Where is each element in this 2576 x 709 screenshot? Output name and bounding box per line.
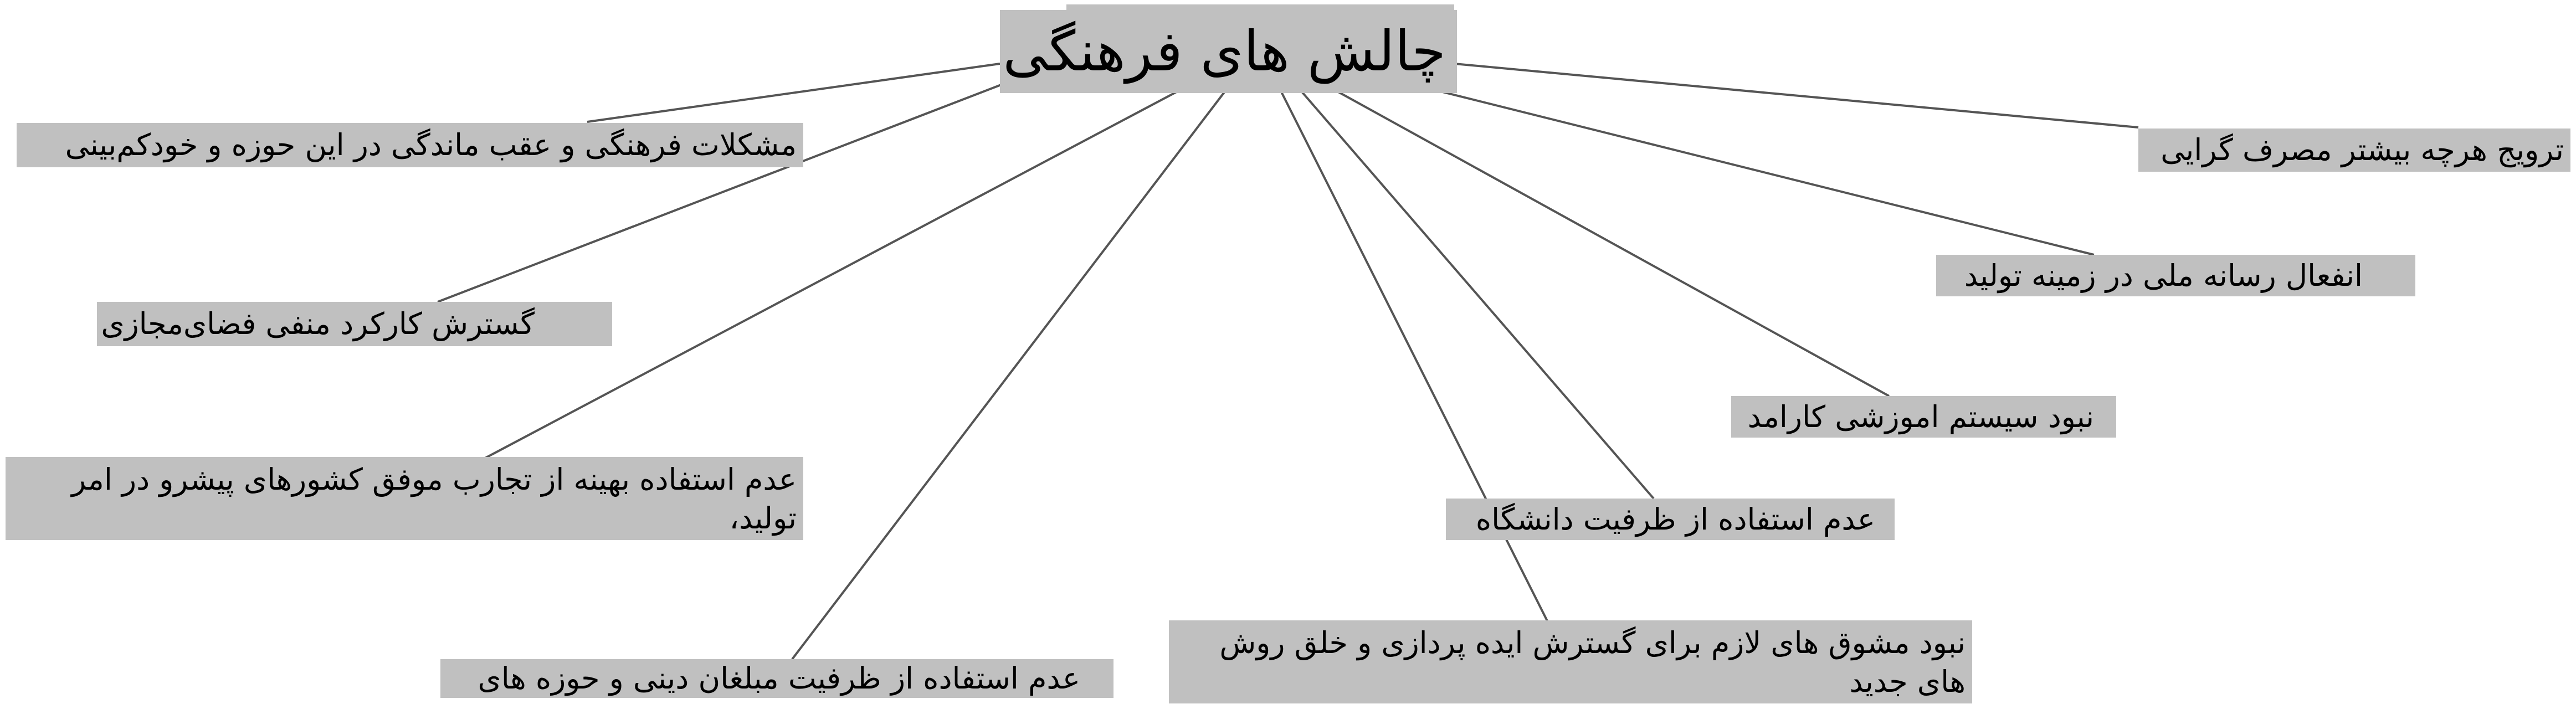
node-national-media <box>1936 255 2415 296</box>
node-consumerism <box>2138 129 2570 172</box>
node-label: مشکلات فرهنگی و عقب ماندگی در این حوزه و خودکم‌بینی <box>65 127 797 162</box>
node-incentives <box>1169 620 1972 703</box>
edge-n4 <box>792 89 1227 659</box>
edge-n6 <box>1418 86 2094 255</box>
node-label: نبود مشوق های لازم برای گسترش ایده پردازی و خلق روش های جدید <box>1219 625 1966 699</box>
node-experiences <box>6 457 803 540</box>
node-cyberspace <box>97 302 612 346</box>
node-label: عدم استفاده از ظرفیت مبلغان دینی و حوزه های <box>478 661 1080 696</box>
node-label: گسترش کارکرد منفی فضای‌مجازی <box>101 306 535 341</box>
central-node <box>1000 10 1457 93</box>
node-label: نبود سیستم اموزشی کارامد <box>1747 399 2094 434</box>
node-education-system <box>1731 396 2116 438</box>
node-university <box>1446 499 1895 540</box>
edge-n9 <box>1280 89 1548 623</box>
node-clerics <box>440 659 1113 698</box>
node-label: عدم استفاده بهینه از تجارب موفق کشورهای پیشرو در امر تولید، <box>71 462 797 536</box>
edge-n1 <box>587 64 1000 122</box>
node-label: عدم استفاده از ظرفیت دانشگاه <box>1475 502 1875 537</box>
central-node-label: چالش های فرهنگی <box>1003 19 1446 84</box>
edge-n5 <box>1454 64 2138 127</box>
edge-n2 <box>438 83 1005 302</box>
node-label: ترویج هرچه بیشتر مصرف گرایی <box>2161 132 2564 167</box>
node-label: انفعال رسانه ملی در زمینه تولید <box>1964 258 2363 293</box>
node-cultural-problems <box>17 123 803 167</box>
edge-n8 <box>1299 89 1654 499</box>
